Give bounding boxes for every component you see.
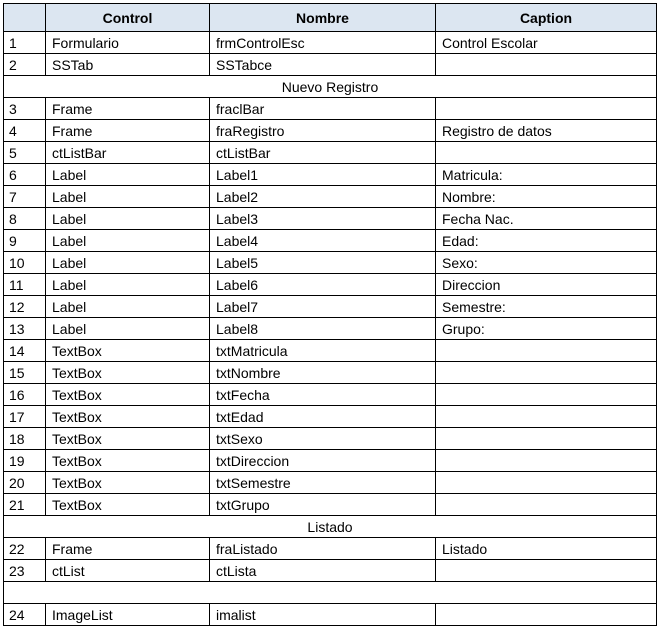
cell-caption: Semestre: — [436, 296, 657, 318]
cell-caption — [436, 54, 657, 76]
cell-caption: Registro de datos — [436, 120, 657, 142]
table-row — [4, 186, 657, 208]
table-row — [4, 406, 657, 428]
cell-nombre: frmControlEsc — [210, 32, 436, 54]
cell-nombre: Label7 — [210, 296, 436, 318]
header-control: Control — [46, 4, 210, 32]
cell-nombre: txtSemestre — [210, 472, 436, 494]
cell-control: TextBox — [46, 450, 210, 472]
cell-nombre: txtEdad — [210, 406, 436, 428]
table-row — [4, 604, 657, 626]
cell-control: TextBox — [46, 472, 210, 494]
cell-control: Label — [46, 186, 210, 208]
cell-number: 12 — [4, 296, 46, 318]
cell-control: Label — [46, 274, 210, 296]
cell-control: Label — [46, 296, 210, 318]
controls-table — [3, 3, 657, 626]
blank-row — [4, 582, 657, 604]
cell-control: TextBox — [46, 362, 210, 384]
cell-control: Label — [46, 208, 210, 230]
cell-number: 18 — [4, 428, 46, 450]
table-row — [4, 450, 657, 472]
cell-number: 22 — [4, 538, 46, 560]
cell-caption: Sexo: — [436, 252, 657, 274]
cell-caption — [436, 560, 657, 582]
cell-number: 13 — [4, 318, 46, 340]
section-title: Nuevo Registro — [4, 76, 657, 98]
header-nombre: Nombre — [210, 4, 436, 32]
cell-number: 21 — [4, 494, 46, 516]
cell-number: 19 — [4, 450, 46, 472]
cell-control: Label — [46, 252, 210, 274]
cell-number: 20 — [4, 472, 46, 494]
table-row — [4, 538, 657, 560]
cell-caption — [436, 384, 657, 406]
cell-nombre: txtNombre — [210, 362, 436, 384]
cell-number: 2 — [4, 54, 46, 76]
cell-control: Frame — [46, 120, 210, 142]
cell-number: 8 — [4, 208, 46, 230]
header-number — [4, 4, 46, 32]
cell-caption — [436, 142, 657, 164]
cell-nombre: fraclBar — [210, 98, 436, 120]
cell-nombre: Label3 — [210, 208, 436, 230]
cell-control: ImageList — [46, 604, 210, 626]
cell-nombre: txtSexo — [210, 428, 436, 450]
blank-cell — [4, 582, 657, 604]
cell-nombre: Label5 — [210, 252, 436, 274]
table-row — [4, 54, 657, 76]
cell-control: ctList — [46, 560, 210, 582]
table-row — [4, 296, 657, 318]
table-row — [4, 494, 657, 516]
cell-caption: Matricula: — [436, 164, 657, 186]
table-row — [4, 362, 657, 384]
cell-caption — [436, 406, 657, 428]
cell-control: ctListBar — [46, 142, 210, 164]
cell-nombre: Label8 — [210, 318, 436, 340]
table-row — [4, 384, 657, 406]
table-row — [4, 208, 657, 230]
table-row — [4, 252, 657, 274]
cell-number: 9 — [4, 230, 46, 252]
cell-nombre: txtFecha — [210, 384, 436, 406]
table-row — [4, 230, 657, 252]
cell-nombre: Label1 — [210, 164, 436, 186]
cell-number: 5 — [4, 142, 46, 164]
cell-control: Frame — [46, 538, 210, 560]
cell-nombre: fraRegistro — [210, 120, 436, 142]
cell-nombre: Label4 — [210, 230, 436, 252]
cell-nombre: Label2 — [210, 186, 436, 208]
cell-caption: Fecha Nac. — [436, 208, 657, 230]
cell-caption — [436, 340, 657, 362]
cell-control: Formulario — [46, 32, 210, 54]
cell-nombre: SSTabce — [210, 54, 436, 76]
cell-nombre: Label6 — [210, 274, 436, 296]
table-row — [4, 120, 657, 142]
cell-caption — [436, 604, 657, 626]
cell-caption: Listado — [436, 538, 657, 560]
cell-caption — [436, 494, 657, 516]
cell-control: Label — [46, 230, 210, 252]
cell-caption: Control Escolar — [436, 32, 657, 54]
cell-control: TextBox — [46, 428, 210, 450]
cell-caption — [436, 362, 657, 384]
table-row — [4, 98, 657, 120]
cell-number: 7 — [4, 186, 46, 208]
cell-control: TextBox — [46, 406, 210, 428]
cell-nombre: txtGrupo — [210, 494, 436, 516]
cell-nombre: ctListBar — [210, 142, 436, 164]
table-row — [4, 560, 657, 582]
table-row — [4, 274, 657, 296]
cell-control: TextBox — [46, 384, 210, 406]
cell-control: Frame — [46, 98, 210, 120]
table-row — [4, 472, 657, 494]
cell-nombre: txtDireccion — [210, 450, 436, 472]
section-title: Listado — [4, 516, 657, 538]
cell-control: SSTab — [46, 54, 210, 76]
cell-number: 3 — [4, 98, 46, 120]
cell-nombre: fraListado — [210, 538, 436, 560]
table-row — [4, 428, 657, 450]
cell-caption: Nombre: — [436, 186, 657, 208]
table-header-row — [4, 4, 657, 32]
cell-number: 17 — [4, 406, 46, 428]
cell-nombre: ctLista — [210, 560, 436, 582]
section-row — [4, 516, 657, 538]
table-row — [4, 164, 657, 186]
cell-number: 1 — [4, 32, 46, 54]
cell-caption: Grupo: — [436, 318, 657, 340]
cell-number: 16 — [4, 384, 46, 406]
cell-number: 6 — [4, 164, 46, 186]
cell-control: TextBox — [46, 340, 210, 362]
cell-caption — [436, 450, 657, 472]
cell-number: 23 — [4, 560, 46, 582]
cell-nombre: imalist — [210, 604, 436, 626]
table-row — [4, 32, 657, 54]
table-row — [4, 142, 657, 164]
table-body — [4, 32, 657, 626]
cell-caption: Edad: — [436, 230, 657, 252]
cell-caption — [436, 428, 657, 450]
table-row — [4, 340, 657, 362]
cell-caption — [436, 472, 657, 494]
cell-number: 10 — [4, 252, 46, 274]
cell-caption: Direccion — [436, 274, 657, 296]
cell-nombre: txtMatricula — [210, 340, 436, 362]
cell-caption — [436, 98, 657, 120]
cell-control: TextBox — [46, 494, 210, 516]
cell-number: 24 — [4, 604, 46, 626]
cell-number: 15 — [4, 362, 46, 384]
header-caption: Caption — [436, 4, 657, 32]
cell-control: Label — [46, 164, 210, 186]
table-row — [4, 318, 657, 340]
cell-number: 14 — [4, 340, 46, 362]
cell-control: Label — [46, 318, 210, 340]
cell-number: 11 — [4, 274, 46, 296]
cell-number: 4 — [4, 120, 46, 142]
section-row — [4, 76, 657, 98]
